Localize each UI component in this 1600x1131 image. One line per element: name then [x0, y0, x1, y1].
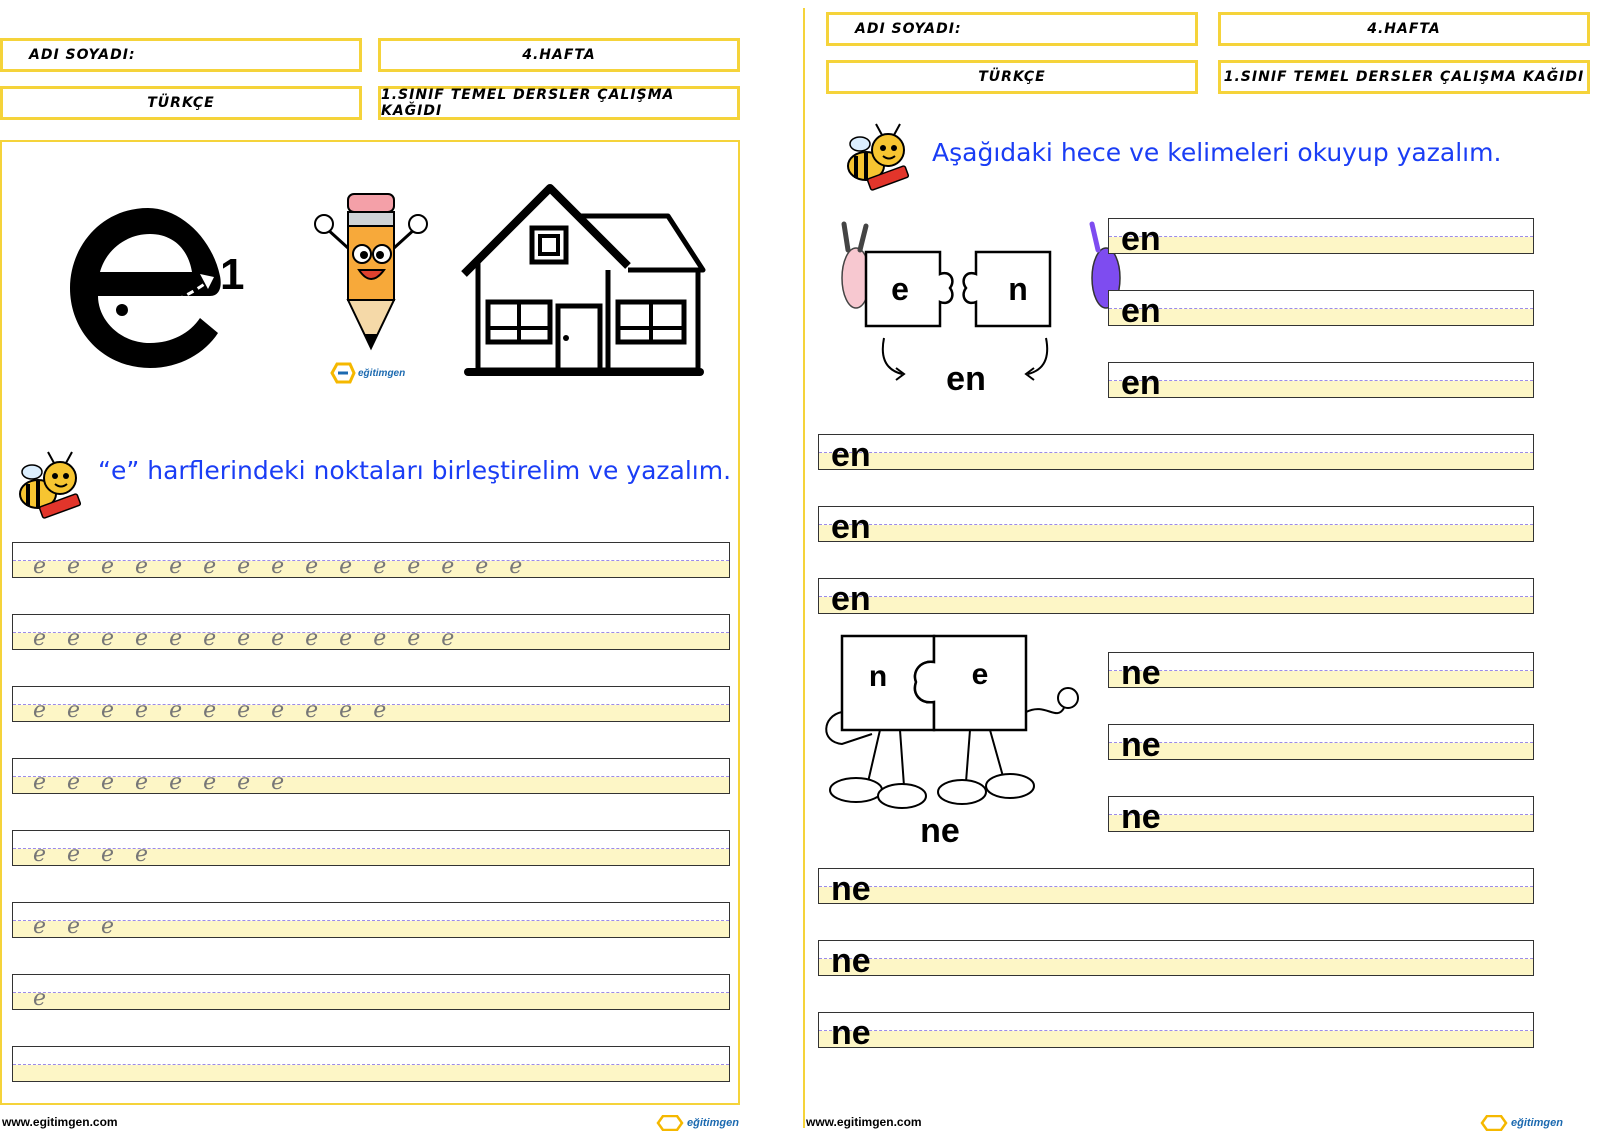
sheet-title: 1.SINIF TEMEL DERSLER ÇALIŞMA KAĞIDI	[381, 87, 675, 119]
instruction-left: “e” harflerindeki noktaları birleştirelim ve yazalım.	[98, 456, 732, 485]
puzzle-en-piece2: n	[1008, 271, 1028, 307]
subject-label: TÜRKÇE	[147, 95, 215, 111]
example-word: en	[831, 436, 871, 474]
example-word: en	[1121, 292, 1161, 330]
footer-logo	[1480, 1115, 1563, 1131]
example-word: ne	[1121, 654, 1161, 692]
puzzle-ne	[820, 632, 1110, 858]
sheet-title: 1.SINIF TEMEL DERSLER ÇALIŞMA KAĞIDI	[1223, 69, 1585, 85]
instruction-right: Aşağıdaki hece ve kelimeleri okuyup yazalım.	[932, 138, 1502, 167]
footer-url[interactable]: www.egitimgen.com	[806, 1115, 922, 1129]
example-word: ne	[831, 1014, 871, 1052]
puzzle-ne-piece2: e	[971, 658, 989, 691]
footer-logo-text: eğitimgen	[687, 1117, 739, 1129]
writing-row[interactable]	[1108, 724, 1534, 764]
puzzle-en-result: en	[946, 360, 986, 398]
writing-row[interactable]	[1108, 290, 1534, 330]
writing-row[interactable]	[1108, 652, 1534, 692]
trace-letters: eeeeeeeeeeeeeee	[33, 554, 544, 579]
writing-row[interactable]	[818, 434, 1534, 474]
trace-row[interactable]	[12, 902, 730, 938]
pencil-mascot-icon	[312, 188, 430, 363]
house-icon	[458, 182, 710, 382]
example-word: en	[831, 580, 871, 618]
name-label: ADI SOYADI:	[29, 47, 136, 63]
bee-icon	[14, 448, 88, 522]
trace-row[interactable]	[12, 542, 730, 578]
week-label: 4.HAFTA	[522, 47, 596, 63]
trace-row[interactable]	[12, 974, 730, 1010]
writing-row[interactable]	[818, 868, 1534, 908]
example-word: ne	[1121, 726, 1161, 764]
trace-row[interactable]	[12, 614, 730, 650]
week-box	[378, 38, 740, 72]
footer-logo	[656, 1115, 739, 1131]
footer-url[interactable]: www.egitimgen.com	[2, 1115, 118, 1129]
name-field[interactable]	[0, 38, 362, 72]
writing-row[interactable]	[818, 1012, 1534, 1052]
worksheet-page-right	[800, 0, 1600, 1131]
example-word: en	[831, 508, 871, 546]
trace-row[interactable]	[12, 830, 730, 866]
subject-box	[826, 60, 1198, 94]
trace-letters: eee	[33, 914, 136, 939]
puzzle-ne-result: ne	[920, 812, 960, 850]
subject-label: TÜRKÇE	[978, 69, 1046, 85]
egitimgen-logo	[330, 362, 405, 384]
stroke-number: 1	[220, 250, 245, 299]
name-label: ADI SOYADI:	[855, 21, 962, 37]
writing-row[interactable]	[1108, 218, 1534, 258]
logo-text: eğitimgen	[358, 367, 406, 379]
puzzle-ne-piece1: n	[868, 660, 888, 693]
example-word: ne	[831, 870, 871, 908]
example-word: en	[1121, 364, 1161, 402]
sheet-title-box	[378, 86, 740, 120]
example-word: ne	[831, 942, 871, 980]
writing-row[interactable]	[1108, 362, 1534, 402]
writing-row[interactable]	[818, 506, 1534, 546]
trace-letters: e	[33, 986, 68, 1011]
puzzle-en-piece1: e	[891, 271, 909, 307]
writing-row[interactable]	[818, 578, 1534, 618]
sheet-title-box	[1218, 60, 1590, 94]
trace-row[interactable]	[12, 686, 730, 722]
bee-icon	[842, 120, 916, 194]
footer-logo-text: eğitimgen	[1511, 1117, 1563, 1129]
trace-row[interactable]	[12, 758, 730, 794]
writing-row[interactable]	[818, 940, 1534, 980]
week-box	[1218, 12, 1590, 46]
puzzle-en	[836, 218, 1136, 408]
example-word: ne	[1121, 798, 1161, 836]
trace-letters: eeeeeeeeeeeee	[33, 626, 476, 651]
subject-box	[0, 86, 362, 120]
example-word: en	[1121, 220, 1161, 258]
week-label: 4.HAFTA	[1367, 21, 1441, 37]
name-field[interactable]	[826, 12, 1198, 46]
trace-letters: eeeeeeeeeee	[33, 698, 408, 723]
writing-row[interactable]	[1108, 796, 1534, 836]
trace-row[interactable]	[12, 1046, 730, 1082]
trace-letters: eeee	[33, 842, 170, 867]
trace-letters: eeeeeeee	[33, 770, 306, 795]
